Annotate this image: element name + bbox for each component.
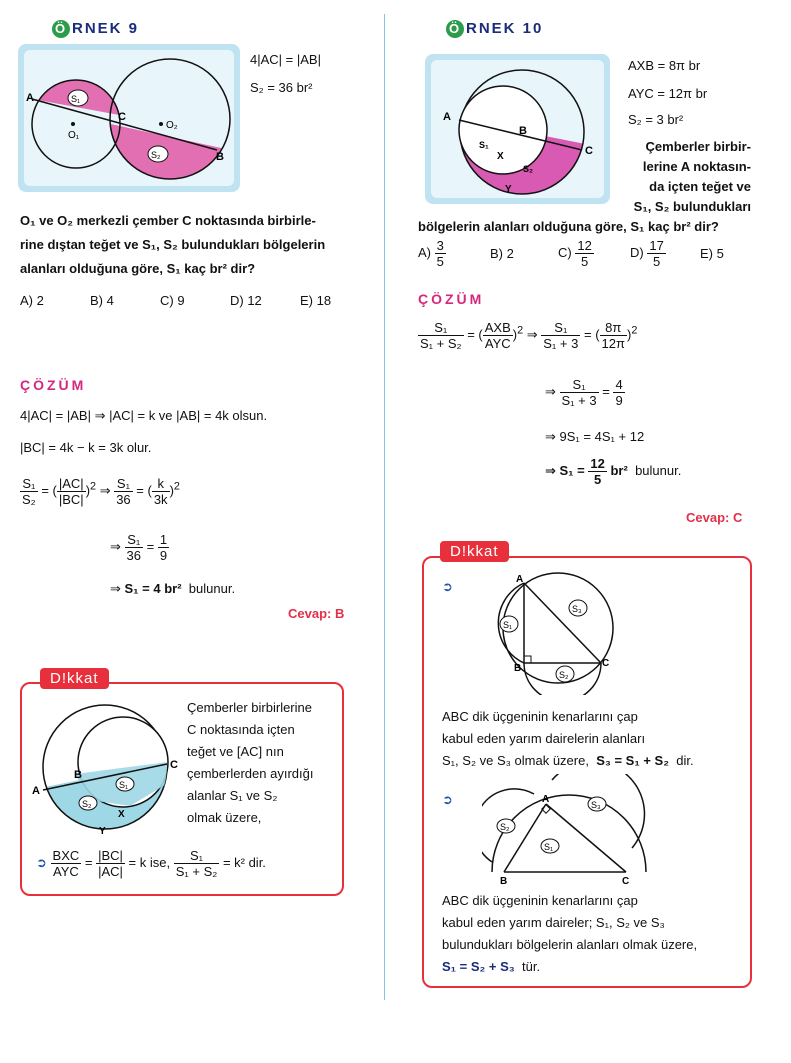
solution-line-1: 4|AC| = |AB| ⇒ |AC| = k ve |AB| = 4k olsun.	[20, 408, 268, 423]
label-s1: S₁	[71, 94, 81, 104]
fig2-label-s2: S₂	[500, 822, 510, 832]
fig2-label-b: B	[500, 876, 508, 887]
dikkat-title-right: D!kkat	[440, 541, 509, 562]
example-9-title: Ö RNEK 9	[52, 20, 139, 38]
label-o1: O₁	[68, 130, 80, 141]
question-side: Çemberler birbir- lerine A noktasın- da içten teğet ve S₁, S₂ bulundukları	[633, 139, 751, 214]
solution-title: ÇÖZÜM	[20, 377, 87, 393]
fig1-label-c: C	[602, 658, 610, 669]
note-1: ABC dik üçgeninin kenarlarını çap kabul eden yarım dairelerin alanları S₁, S₂ ve S₃ olmak üzere, S₃ = S₁ + S₂ dir.	[442, 709, 694, 768]
choice-e: E) 5	[700, 246, 724, 261]
solution-title: ÇÖZÜM	[418, 291, 485, 307]
dikkat-label-y: Y	[99, 826, 106, 835]
solution-equation-2: ⇒ $\frac{\text{S₁}}{36}$ = $\frac{1}{9}$	[110, 532, 168, 563]
question-line-1: O₁ ve O₂ merkezli çember C noktasında birbirle-	[20, 213, 316, 228]
dikkat-label-s1: S₁	[119, 780, 129, 790]
label-s2: S₂	[151, 150, 161, 160]
choice-b: B) 4	[90, 293, 114, 308]
example-logo-icon: Ö	[52, 20, 70, 38]
fig1-label-s1: S₁	[503, 620, 513, 630]
bullet-arrow-icon: ➲	[442, 579, 453, 594]
solution-line-2: |BC| = 4k − k = 3k olur.	[20, 440, 152, 455]
label-b: B	[519, 125, 527, 137]
label-c: C	[585, 145, 593, 157]
fig2-label-s1: S₁	[544, 842, 554, 852]
solution-equation-2: ⇒ $\frac{\text{S₁}}{\text{S₁ + 3}}$ = $\frac{4}{9}$	[545, 377, 623, 408]
fig1-label-s2: S₂	[559, 670, 569, 680]
solution-equation-3: ⇒ 9S₁ = 4S₁ + 12	[545, 429, 645, 444]
choice-b: B) 2	[490, 246, 514, 261]
solution-equation-1: $\frac{\text{S₁}}{\text{S₁ + S₂}}$ = ( $\frac{\text{AXB}}{\text{AYC}}$ )$^2$ ⇒ $\frac{\text{S₁}}{\text{S₁ + 3}}$ = ( $\frac{8\pi}{12\pi}$ )$^2$	[420, 320, 638, 351]
label-s1: S₁	[479, 140, 489, 150]
question-line-2: rine dıştan teğet ve S₁, S₂ bulundukları bölgelerin	[20, 237, 326, 252]
dikkat-label-x: X	[118, 809, 125, 820]
question-line-full: bölgelerin alanları olduğuna göre, S₁ kaç br² dir?	[418, 219, 719, 234]
choice-d: D) 12	[230, 293, 262, 308]
label-c: C	[118, 111, 126, 123]
fig1-label-a: A	[516, 574, 524, 585]
label-a: A	[26, 92, 34, 104]
choice-c: C) $\frac{12}{5}$	[558, 238, 592, 269]
label-b: B	[216, 151, 224, 163]
label-s2: S₂	[523, 164, 534, 174]
dikkat-label-b: B	[74, 769, 82, 781]
bullet-arrow-icon: ➲	[442, 792, 453, 807]
example-9-figure	[18, 44, 240, 192]
dikkat-label-a: A	[32, 785, 40, 797]
answer-label: Cevap: C	[686, 510, 743, 525]
dikkat-right-figure-1	[480, 570, 650, 695]
bullet-arrow-icon: ➲	[36, 854, 47, 870]
solution-equation-1: $\frac{\text{S₁}}{\text{S₂}}$ = ( $\frac{|AC|}{|BC|}$ )$^2$ ⇒ $\frac{\text{S₁}}{36}$ = ( $\frac{k}{3k}$ )$^2$	[22, 476, 180, 507]
fig2-label-c: C	[622, 876, 630, 887]
label-a: A	[443, 111, 451, 123]
choice-c: C) 9	[160, 293, 185, 308]
example-logo-icon: Ö	[446, 20, 464, 38]
column-divider	[384, 14, 385, 1000]
fig1-label-b: B	[514, 663, 522, 674]
given-line-2: S₂ = 36 br²	[250, 80, 313, 95]
given-line-3: S₂ = 3 br²	[628, 112, 684, 127]
solution-equation-4: ⇒ S₁ = $\frac{12}{5}$ br² bulunur.	[545, 456, 682, 487]
dikkat-label-c: C	[170, 759, 178, 771]
question-line-3: alanları olduğuna göre, S₁ kaç br² dir?	[20, 261, 256, 276]
choice-e: E) 18	[300, 293, 332, 308]
solution-equation-3: ⇒ S₁ = 4 br² bulunur.	[110, 581, 236, 596]
label-o2: O₂	[166, 120, 178, 131]
dikkat-left-figure	[30, 700, 180, 835]
choice-d: D) $\frac{17}{5}$	[630, 238, 664, 269]
dikkat-label-s2: S₂	[82, 799, 92, 809]
dikkat-right-figure-2	[482, 774, 652, 889]
choice-a: A) $\frac{3}{5}$	[418, 238, 444, 269]
label-x: X	[497, 151, 504, 162]
fig2-label-s3: S₃	[591, 800, 601, 810]
answer-label: Cevap: B	[288, 606, 345, 621]
note-2: ABC dik üçgeninin kenarlarını çap kabul eden yarım daireler; S₁, S₂ ve S₃ bulundukları bölgelerin alanları olmak üzere, S₁ = S₂ + S₃ tür.	[442, 893, 698, 974]
label-y: Y	[505, 184, 512, 195]
choice-a: A) 2	[20, 293, 44, 308]
dikkat-left-text: Çemberler birbirlerine C noktasında içten teğet ve [AC] nın çemberlerden ayırdığı alanlar S₁ ve S₂ olmak üzere,	[187, 700, 314, 825]
dikkat-title-left: D!kkat	[40, 668, 109, 689]
example-10-title: Ö RNEK 10	[446, 20, 543, 38]
dikkat-left-formula: ➲ $\frac{\text{BXC}}{\text{AYC}}$ = $\frac{|BC|}{|AC|}$ = k ise, $\frac{\text{S₁}}{\text{S₁ + S₂}}$ = k² dir.	[36, 848, 266, 879]
given-line-2: AYC = 12π br	[628, 86, 708, 101]
given-line-1: 4|AC| = |AB|	[250, 52, 321, 67]
given-line-1: AXB = 8π br	[628, 58, 701, 73]
fig1-label-s3: S₃	[572, 604, 582, 614]
example-10-figure	[425, 54, 610, 204]
fig2-label-a: A	[542, 794, 550, 805]
